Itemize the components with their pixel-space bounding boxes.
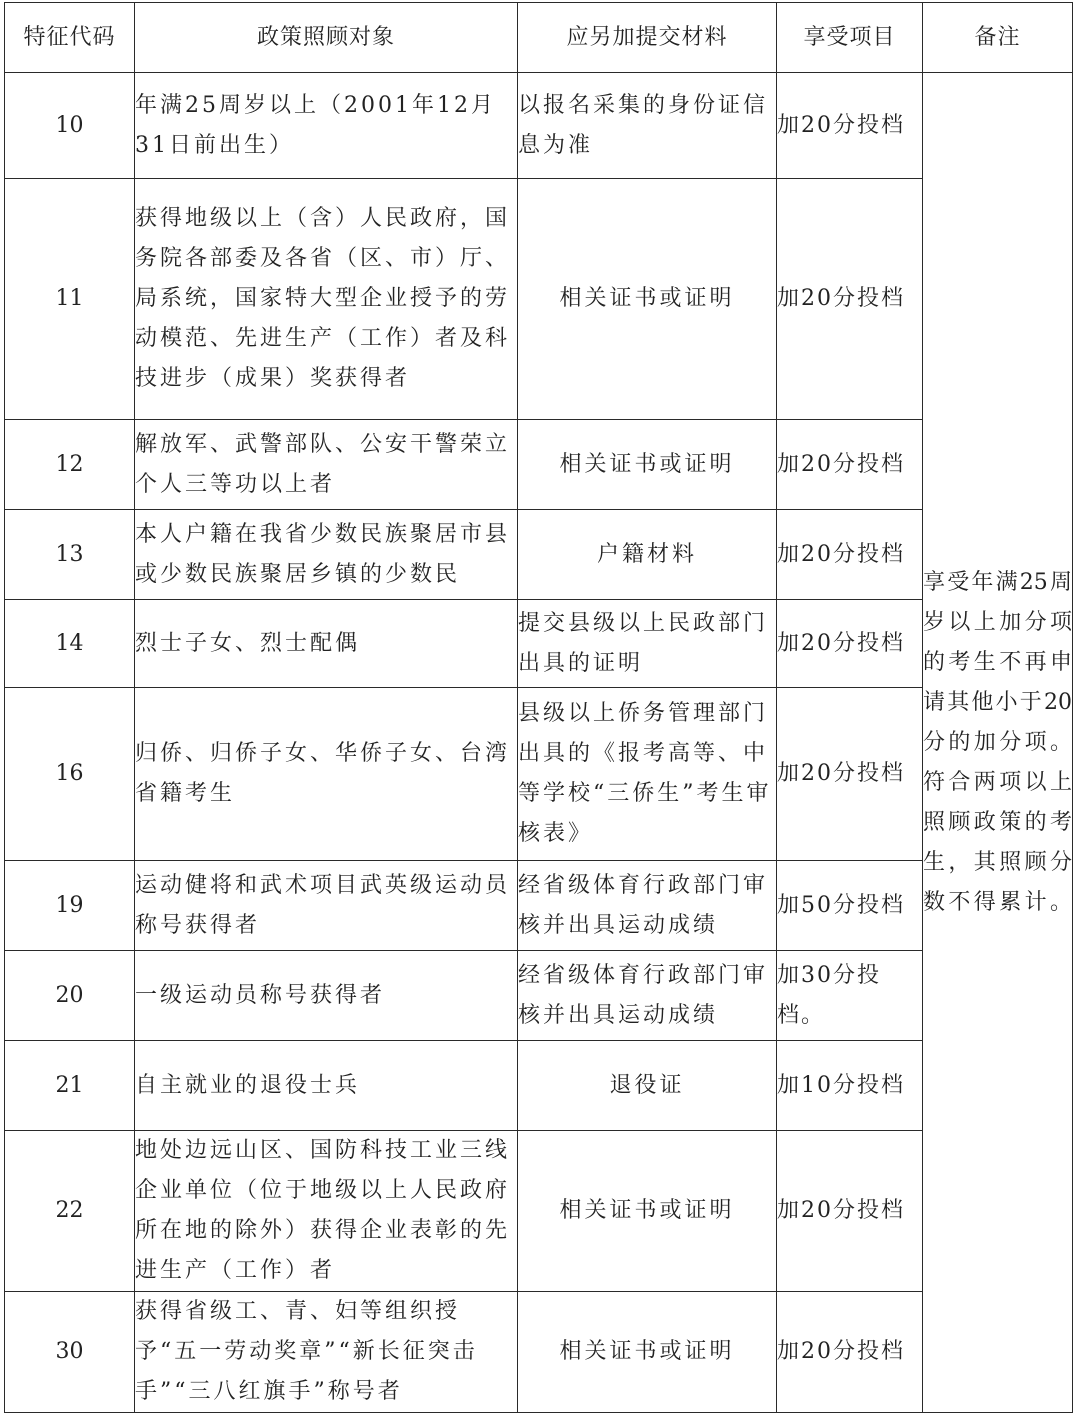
row-benefit: 加20分投档 — [777, 688, 923, 861]
header-target: 政策照顾对象 — [135, 3, 518, 73]
row-target: 地处边远山区、国防科技工业三线企业单位（位于地级以上人民政府所在地的除外）获得企业表彰的先进生产（工作）者 — [135, 1131, 518, 1292]
row-target: 一级运动员称号获得者 — [135, 951, 518, 1041]
row-code: 30 — [5, 1292, 135, 1413]
row-material: 县级以上侨务管理部门出具的《报考高等、中等学校“三侨生”考生审核表》 — [518, 688, 777, 861]
row-code: 16 — [5, 688, 135, 861]
row-material: 相关证书或证明 — [518, 1292, 777, 1413]
policy-table — [4, 2, 1073, 1413]
table-row — [5, 1292, 1073, 1413]
row-code: 12 — [5, 420, 135, 510]
table-row — [5, 73, 1073, 179]
row-code: 11 — [5, 179, 135, 420]
row-target: 获得省级工、青、妇等组织授予“五一劳动奖章”“新长征突击手”“三八红旗手”称号者 — [135, 1292, 518, 1413]
row-material: 经省级体育行政部门审核并出具运动成绩 — [518, 861, 777, 951]
row-material: 相关证书或证明 — [518, 420, 777, 510]
table-row — [5, 1131, 1073, 1292]
row-benefit: 加10分投档 — [777, 1041, 923, 1131]
table-row — [5, 179, 1073, 420]
header-benefit: 享受项目 — [777, 3, 923, 73]
row-benefit: 加20分投档 — [777, 600, 923, 688]
row-target: 归侨、归侨子女、华侨子女、台湾省籍考生 — [135, 688, 518, 861]
row-benefit: 加50分投档 — [777, 861, 923, 951]
row-target: 自主就业的退役士兵 — [135, 1041, 518, 1131]
table-row — [5, 600, 1073, 688]
table-row — [5, 1041, 1073, 1131]
row-benefit: 加20分投档 — [777, 1292, 923, 1413]
row-material: 以报名采集的身份证信息为准 — [518, 73, 777, 179]
row-target: 烈士子女、烈士配偶 — [135, 600, 518, 688]
row-code: 20 — [5, 951, 135, 1041]
table-row — [5, 861, 1073, 951]
row-benefit: 加20分投档 — [777, 420, 923, 510]
row-benefit: 加30分投档。 — [777, 951, 923, 1041]
row-target: 年满25周岁以上（2001年12月31日前出生） — [135, 73, 518, 179]
row-material: 相关证书或证明 — [518, 179, 777, 420]
remark-text: 享受年满25周岁以上加分项的考生不再申请其他小于20分的加分项。符合两项以上照顾政策的考生，其照顾分数不得累计。 — [923, 569, 1072, 915]
row-benefit: 加20分投档 — [777, 510, 923, 600]
row-benefit: 加20分投档 — [777, 1131, 923, 1292]
header-remark: 备注 — [923, 3, 1073, 73]
table-row — [5, 420, 1073, 510]
row-code: 19 — [5, 861, 135, 951]
table-row — [5, 688, 1073, 861]
row-material: 经省级体育行政部门审核并出具运动成绩 — [518, 951, 777, 1041]
row-target: 获得地级以上（含）人民政府，国务院各部委及各省（区、市）厅、局系统，国家特大型企业授予的劳动模范、先进生产（工作）者及科技进步（成果）奖获得者 — [135, 179, 518, 420]
remark-cell — [923, 73, 1073, 1413]
row-material: 退役证 — [518, 1041, 777, 1131]
row-benefit: 加20分投档 — [777, 179, 923, 420]
row-target: 运动健将和武术项目武英级运动员称号获得者 — [135, 861, 518, 951]
row-material: 提交县级以上民政部门出具的证明 — [518, 600, 777, 688]
table-header-row — [5, 3, 1073, 73]
row-code: 21 — [5, 1041, 135, 1131]
row-code: 13 — [5, 510, 135, 600]
row-benefit: 加20分投档 — [777, 73, 923, 179]
header-material: 应另加提交材料 — [518, 3, 777, 73]
row-code: 14 — [5, 600, 135, 688]
table-row — [5, 951, 1073, 1041]
row-code: 10 — [5, 73, 135, 179]
row-material: 户籍材料 — [518, 510, 777, 600]
table-row — [5, 510, 1073, 600]
row-code: 22 — [5, 1131, 135, 1292]
row-target: 本人户籍在我省少数民族聚居市县或少数民族聚居乡镇的少数民 — [135, 510, 518, 600]
row-target: 解放军、武警部队、公安干警荣立个人三等功以上者 — [135, 420, 518, 510]
row-material: 相关证书或证明 — [518, 1131, 777, 1292]
header-code: 特征代码 — [5, 3, 135, 73]
